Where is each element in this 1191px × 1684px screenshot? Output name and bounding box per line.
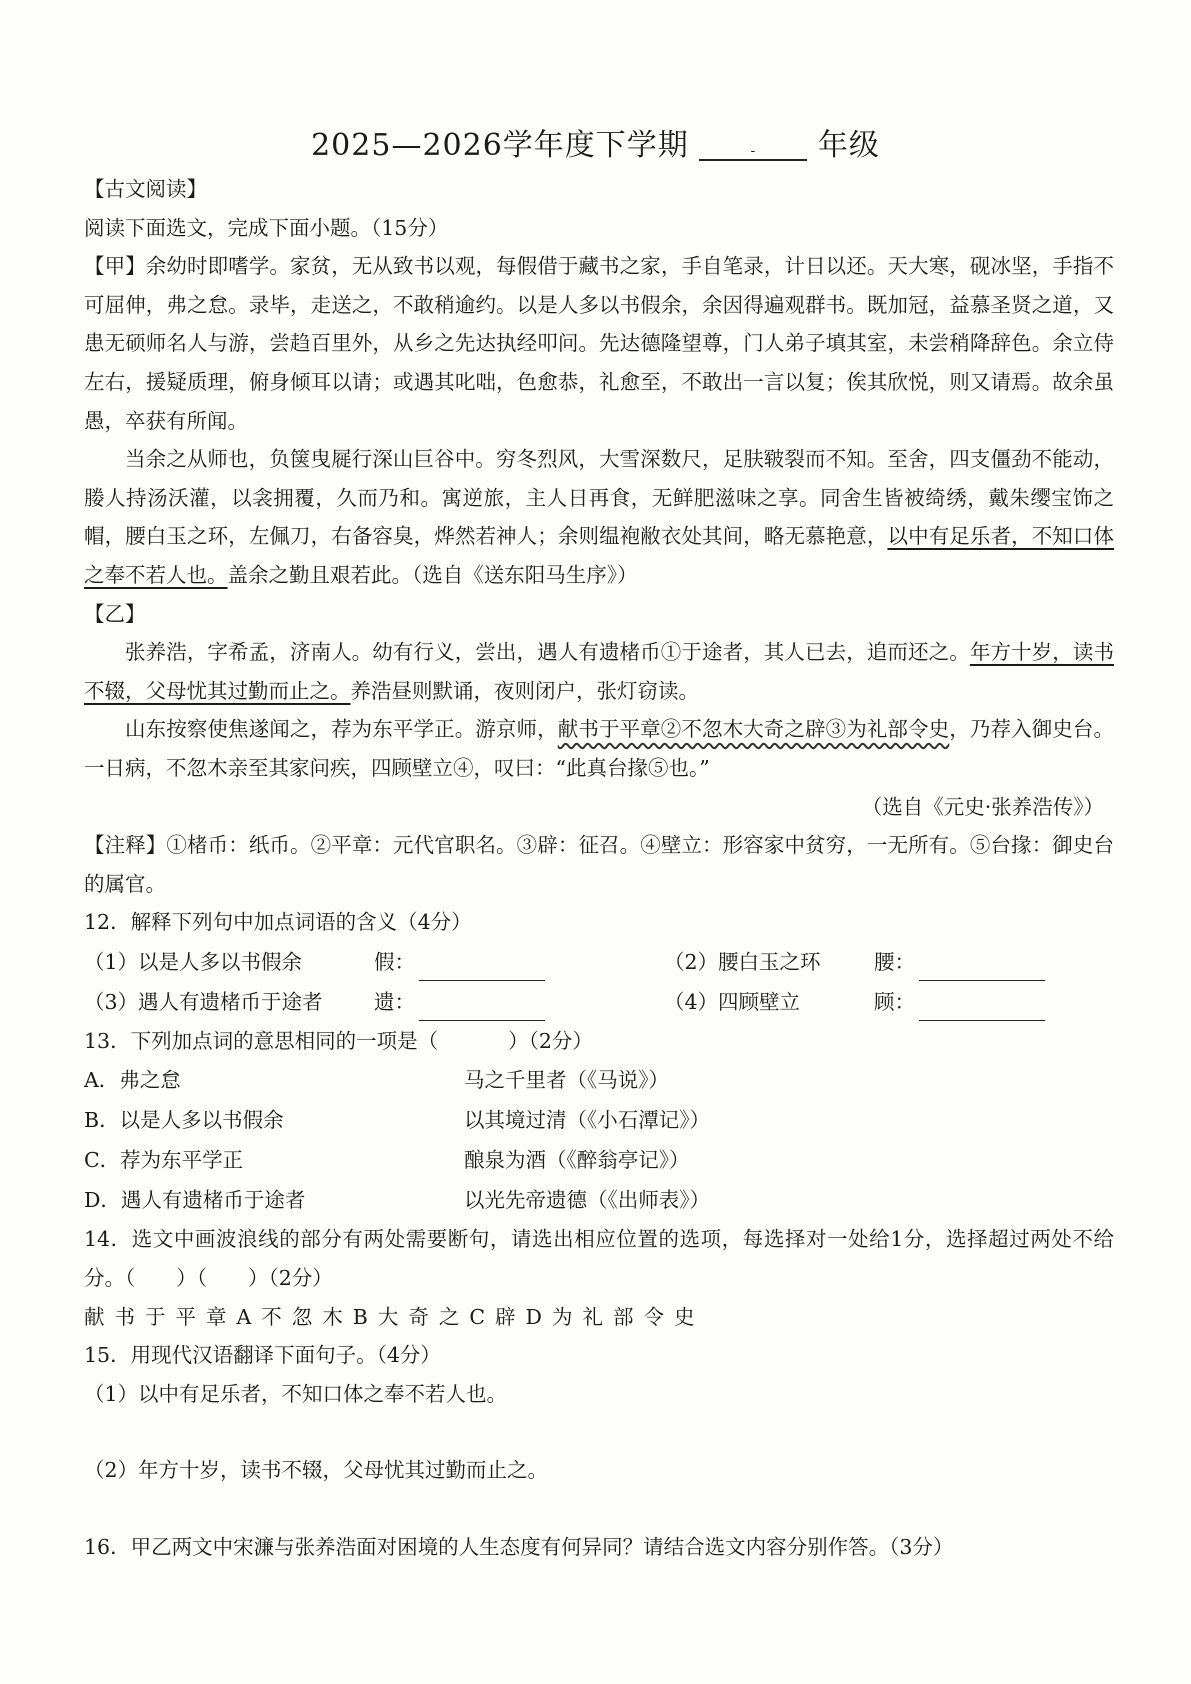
answer-line[interactable] [919, 996, 1045, 1021]
q16-stem: 16．甲乙两文中宋濂与张养浩面对困境的人生态度有何异同？请结合选文内容分别作答。（3分） [84, 1535, 954, 1560]
answer-line[interactable] [419, 996, 545, 1021]
q15-answer-space-2[interactable] [84, 1490, 1114, 1528]
q13-option-a-right: 马之千里者（《马说》） [464, 1068, 669, 1093]
notes: 【注释】①楮币：纸币。②平章：元代官职名。③辟：征召。④壁立：形容家中贫穷，一无所有。⑤台掾：御史台的属官。 [84, 833, 1114, 896]
yi-p2-wavy: 献书于平章②不忽木大奇之辟③为礼部令史 [557, 717, 950, 742]
q13-option-c [84, 1140, 1114, 1180]
q12-row-1 [84, 942, 1114, 982]
q12-answer-1[interactable] [374, 943, 664, 982]
jia-p2-underlined: 以中有足乐者，不知口体之奉不若人也。 [84, 524, 1115, 587]
q12-word-2: 腰： [874, 949, 915, 974]
grade-mark: - [750, 143, 757, 159]
passage-yi-p2 [84, 710, 1114, 787]
exam-title [0, 120, 1191, 164]
q13-option-d-left: D．遇人有遗楮币于途者 [84, 1188, 306, 1213]
yi-p1-text-b: 养浩昼则默诵，夜则闭户，张灯窃读。 [350, 678, 699, 703]
jia-p2-text-b: 盖余之勤且艰若此。（选自《送东阳马生序》） [227, 562, 638, 587]
q12-row-2 [84, 982, 1114, 1022]
q12-item-2: （2）腰白玉之环 [664, 949, 821, 974]
q13-option-d [84, 1180, 1114, 1220]
answer-line[interactable] [419, 956, 545, 981]
yi-p2-text-a: 山东按察使焦遂闻之，荐为东平学正。游京师， [125, 717, 558, 742]
yi-p1-text-a: 张养浩，字希孟，济南人。幼有行义，尝出，遇人有遗楮币①于途者，其人已去，追而还之。 [125, 640, 970, 665]
jia-p2-text-a: 当余之从师也，负箧曳屣行深山巨谷中。穷冬烈风，大雪深数尺，足肤皲裂而不知。至舍，四支僵劲不能动，媵人持汤沃灌，以衾拥覆，久而乃和。寓逆旅，主人日再食，无鲜肥滋味之享。同舍生皆被绮绣，戴朱缨宝饰之帽，腰白玉之环，左佩刀，右备容臭，烨然若神人；余则缊袍敝衣处其间，略无慕艳意， [84, 447, 1114, 549]
q12-word-3: 遗： [374, 989, 415, 1014]
q13-stem [84, 1022, 1114, 1061]
grade-blank[interactable] [699, 143, 807, 161]
q12-item-1: （1）以是人多以书假余 [84, 949, 303, 974]
q13-option-b-left: B．以是人多以书假余 [84, 1108, 284, 1133]
q12-stem: 12．解释下列句中加点词语的含义（4分） [84, 910, 472, 935]
passage-jia-p1: 【甲】余幼时即嗜学。家贫，无从致书以观，每假借于藏书之家，手自笔录，计日以还。天大寒，砚冰坚，手指不可屈伸，弗之怠。录毕，走送之，不敢稍逾约。以是人多以书假余，余因得遍观群书。既加冠，益慕圣贤之道，又患无硕师名人与游，尝趋百里外，从乡之先达执经叩问。先达德隆望尊，门人弟子填其室，未尝稍降辞色。余立侍左右，援疑质理，俯身倾耳以请；或遇其叱咄，色愈恭，礼愈至，不敢出一言以复；俟其欣悦，则又请焉。故余虽愚，卒获有所闻。 [84, 254, 1114, 433]
title-prefix: 2025—2026学年度下学期 [311, 128, 689, 163]
q13-option-a-left: A．弗之怠 [84, 1068, 181, 1093]
q13-option-b-right: 以其境过清（《小石潭记》） [464, 1108, 710, 1133]
q14-stem: 14．选文中画波浪线的部分有两处需要断句，请选出相应位置的选项，每选择对一处给1分，选择超过两处不给分。（ ）（ ）（2分） [84, 1227, 1114, 1291]
q15-sentence-1: （1）以中有足乐者，不知口体之奉不若人也。 [84, 1381, 508, 1406]
q12-answer-4[interactable] [874, 983, 1104, 1022]
q12-answer-3[interactable] [374, 983, 664, 1022]
q12-item-4: （4）四顾壁立 [664, 989, 801, 1014]
q12-item-3: （3）遇人有遗楮币于途者 [84, 989, 323, 1014]
yi-p2-text-b: ，乃荐入御史台。一日病，不忽木亲至其家问疾，四顾壁立④，叹曰：“此真台掾⑤也。” [84, 717, 1115, 780]
q12-word-4: 顾： [874, 989, 915, 1014]
q13-option-d-right: 以光先帝遗德（《出师表》） [464, 1188, 710, 1213]
title-suffix: 年级 [817, 128, 880, 163]
exam-content [84, 170, 1114, 1567]
yi-p1-underlined: 年方十岁，读书不辍，父母忧其过勤而止之。 [84, 640, 1114, 703]
q13-option-c-left: C．荐为东平学正 [84, 1148, 244, 1173]
q13-option-c-right: 酿泉为酒（《醉翁亭记》） [464, 1148, 690, 1173]
passage-yi-p1 [84, 633, 1114, 710]
q12-word-1: 假： [374, 949, 415, 974]
q15-stem: 15．用现代汉语翻译下面句子。（4分） [84, 1343, 441, 1368]
q15-sentence-2: （2）年方十岁，读书不辍，父母忧其过勤而止之。 [84, 1458, 549, 1483]
q14-sequence: 献书于平章A不忽木B大奇之C辟D为礼部令史 [84, 1304, 705, 1329]
q12-answer-2[interactable] [874, 943, 1104, 982]
q13-option-a [84, 1060, 1114, 1100]
section-tag: 【古文阅读】 [84, 177, 207, 201]
q13-stem-a: 13．下列加点词的意思相同的一项是（ [84, 1028, 439, 1053]
answer-line[interactable] [919, 956, 1045, 981]
passage-yi-tag: 【乙】 [84, 601, 146, 626]
passage-yi-source: （选自《元史·张养浩传》） [861, 794, 1104, 819]
q13-stem-b: ）（2分） [508, 1028, 593, 1053]
instruction: 阅读下面选文，完成下面小题。（15分） [84, 215, 449, 240]
passage-jia-p2 [84, 440, 1114, 594]
q13-option-b [84, 1100, 1114, 1140]
q15-answer-space-1[interactable] [84, 1413, 1114, 1451]
